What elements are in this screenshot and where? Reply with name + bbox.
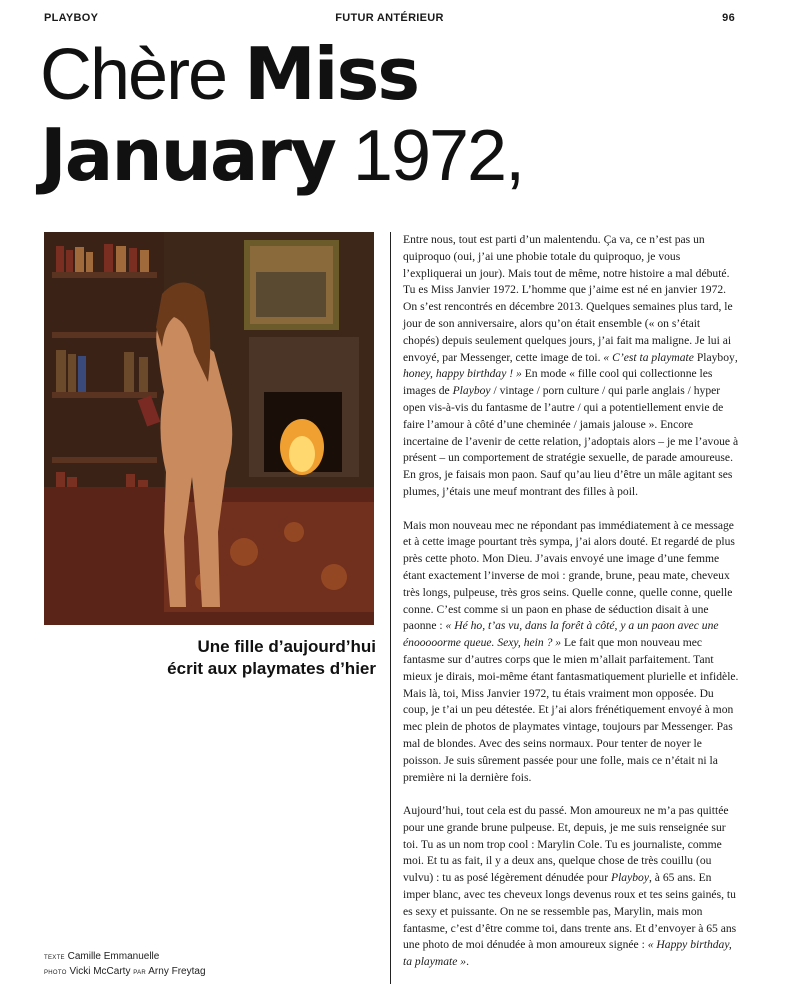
magazine-brand: PLAYBOY	[44, 12, 99, 24]
headline-line-2	[40, 115, 770, 196]
playmate-photo	[44, 232, 374, 625]
subhead-line-1: Une fille d’aujourd’hui	[197, 637, 376, 656]
p3-text-e: .	[466, 955, 470, 969]
article-body	[403, 232, 739, 988]
text-credit-label: TEXTE	[44, 955, 65, 961]
p1-quote-close: , honey, happy birthday ! »	[403, 350, 738, 381]
photo-author-2: Arny Freytag	[148, 966, 206, 977]
p2-text-a: Mais mon nouveau mec ne répondant pas immédiatement à ce message et à cette image pourtant très sympa, j’ai alors douté. Et regardé de plus près cette photo. Mon Dieu. J’avais envoyé une image d’une femme étant exactement l’inverse de moi : grande, brune, peau mate, cheveux très longs, pulpeuse, très gros seins. Quelle conne, quelle conne, quelle conne. C’est comme si un paon en phase de séduction disait à une paonne :	[403, 518, 735, 633]
photo-credit-label: PHOTO	[44, 970, 67, 976]
p3-text-a: Aujourd’hui, tout cela est du passé. Mon amoureux ne m’a pas quittée pour une grande brune pulpeuse. Et, depuis, je me suis renseignée sur toi. Tu as un nom trop cool : Marylin Cole. Tu es journaliste, comme moi. Et tu as fait, il y a deux ans, quelque chose de très couillu (ou vulvu) : tu as posé légèrement dénudée pour	[403, 804, 729, 885]
subhead	[60, 636, 376, 680]
article-paragraph-1	[403, 232, 739, 501]
headline-light-2: 1972,	[334, 116, 524, 196]
text-credit	[44, 950, 206, 965]
p1-text-g: / vintage / porn culture / qui parle anglais / hyper open vis-à-vis du fantasme de l’autre / qui a potentiellement envie de faire l’amour à côté d’une cheminée / jamais jalouse ». Encore incertaine de l’avenir de cette relation, j’adoptais alors – je me l’avoue à présent – un comportement de stratégie sexuelle, de parade amoureuse. En gros, je faisais mon paon. Sauf qu’au lieu d’être un mâle agitant ses plumes, j’étais une meuf montrant des filles à poil.	[403, 384, 739, 498]
headline-bold-2: January	[40, 113, 335, 197]
p1-text-e: En mode « fille cool qui collectionne les images de	[403, 367, 713, 398]
page-header	[44, 12, 735, 30]
article-paragraph-2	[403, 518, 739, 787]
p1-playboy-1: Playboy	[696, 350, 735, 364]
p1-quote-open: « C’est ta playmate	[603, 350, 697, 364]
subhead-line-2: écrit aux playmates d’hier	[167, 659, 376, 678]
p1-text-a: Entre nous, tout est parti d’un malentendu. Ça va, ce n’est pas un quiproquo (oui, j’ai une phobie totale du quiproquo, je vous l’expliquerai un jour). Mais tout de même, notre histoire a mal débuté. Tu es Miss Janvier 1972. L’homme que j’aime est né en janvier 1972. On s’est rencontrés en décembre 2013. Quelques semaines plus tard, le jour de son anniversaire, alors qu’on était ensemble (« on s’était chopés) depuis seulement quelques jours, j’ai fait ma maligne. Je lui ai envoyé, par Messenger, cette image de toi.	[403, 233, 733, 364]
headline	[40, 34, 770, 196]
section-title: FUTUR ANTÉRIEUR	[335, 12, 444, 24]
headline-bold-1: Miss	[244, 32, 419, 116]
p3-signature-quote: « Happy birthday, ta playmate »	[403, 938, 732, 969]
playmate-photo-icon	[44, 232, 374, 625]
headline-line-1	[40, 34, 770, 115]
p2-quote: « Hé ho, t’as vu, dans la forêt à côté, y a un paon avec une énooooorme queue. Sexy, hein ? »	[403, 619, 719, 650]
p3-text-c: , à 65 ans. En imper blanc, avec tes cheveux longs devenus roux et tes seins gainés, tu es sexy et puissante. On ne se ressemble pas, Marylin, mais mon fantasme, c’est d’être comme toi, dans trente ans. Et d’envoyer à 65 ans une photo de moi dénudée à mon amoureux signée :	[403, 871, 737, 952]
photo-par-label: PAR	[133, 970, 147, 976]
photo-credit	[44, 965, 206, 980]
photo-author: Vicki McCarty	[69, 966, 131, 977]
p3-playboy: Playboy	[610, 871, 649, 885]
headline-light-1: Chère	[40, 35, 245, 115]
page-number: 96	[722, 12, 735, 24]
column-divider	[390, 232, 391, 984]
p1-playboy-2: Playboy	[452, 384, 491, 398]
credits	[44, 950, 206, 980]
article-paragraph-3	[403, 803, 739, 971]
text-author: Camille Emmanuelle	[67, 951, 160, 962]
p2-text-c: Le fait que mon nouveau mec fantasme sur d’autres corps que le mien m’allait parfaitement. Tant mieux je dirais, moi-même étant fantasmatiquement plurielle et infidèle. Mais là, toi, Miss Janvier 1972, tu étais vraiment mon opposée. Du coup, je t’ai un peu détestée. Et j’ai alors frénétiquement envoyé à mon mec plein de photos de playmates vintage, toujours par Messenger. Pas mal de blondes. Avec des seins normaux. Pour tenter de noyer le poisson. Je suis sûrement passée pour une folle, mais ce n’était ni la première ni la dernière fois.	[403, 636, 739, 784]
